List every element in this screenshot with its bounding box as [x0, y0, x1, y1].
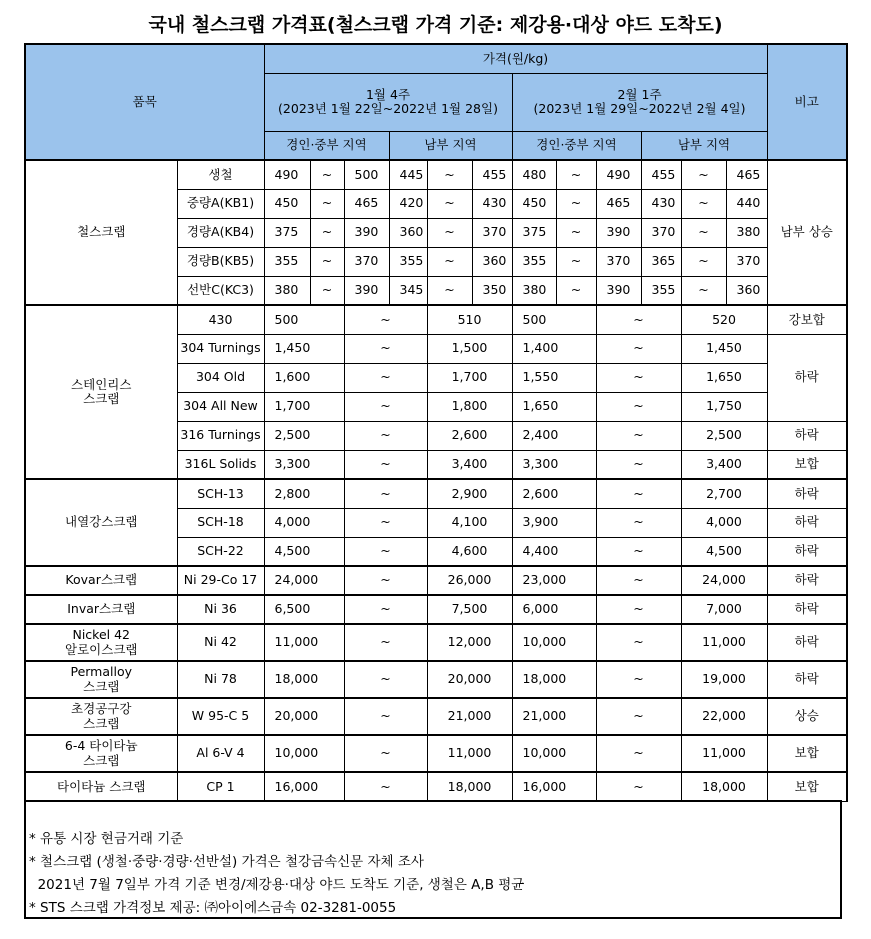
- tilde-cell: ~: [596, 772, 681, 801]
- table-row: [25, 698, 847, 735]
- price-cell: 4,500: [681, 537, 767, 566]
- footnote: * STS 스크랩 가격정보 제공: ㈜아이에스금속 02-3281-0055: [29, 899, 397, 916]
- price-cell: 1,500: [427, 334, 512, 363]
- tilde-cell: ~: [596, 537, 681, 566]
- tilde-cell: ~: [681, 160, 726, 189]
- price-cell: 455: [472, 160, 512, 189]
- price-cell: 18,000: [264, 661, 344, 698]
- price-cell: 19,000: [681, 661, 767, 698]
- price-cell: 345: [389, 276, 427, 305]
- tilde-cell: ~: [344, 421, 427, 450]
- price-cell: 1,600: [264, 363, 344, 392]
- tilde-cell: ~: [596, 421, 681, 450]
- header-week2-title: 2월 1주: [617, 86, 662, 102]
- tilde-cell: ~: [556, 189, 596, 218]
- note-cell-304: 하락: [767, 334, 847, 421]
- price-cell: 1,400: [512, 334, 596, 363]
- tilde-cell: ~: [427, 276, 472, 305]
- item-cell: Invar스크랩: [25, 595, 177, 624]
- price-cell: 4,400: [512, 537, 596, 566]
- price-cell: 350: [472, 276, 512, 305]
- price-cell: 4,100: [427, 508, 512, 537]
- tilde-cell: ~: [681, 247, 726, 276]
- tilde-cell: ~: [596, 450, 681, 479]
- price-cell: 1,650: [681, 363, 767, 392]
- tilde-cell: ~: [344, 624, 427, 661]
- note-cell: 하락: [767, 421, 847, 450]
- header-week1: [264, 73, 512, 131]
- tilde-cell: ~: [556, 160, 596, 189]
- price-cell: 490: [596, 160, 641, 189]
- group-label-iron: 철스크랩: [25, 160, 177, 305]
- tilde-cell: ~: [310, 276, 344, 305]
- grade-cell: 304 Old: [177, 363, 264, 392]
- price-cell: 465: [344, 189, 389, 218]
- group-label-heat: 내열강스크랩: [25, 479, 177, 566]
- price-cell: 2,500: [264, 421, 344, 450]
- price-cell: 12,000: [427, 624, 512, 661]
- price-cell: 1,650: [512, 392, 596, 421]
- tilde-cell: ~: [310, 247, 344, 276]
- price-cell: 1,700: [427, 363, 512, 392]
- price-cell: 24,000: [264, 566, 344, 595]
- grade-cell: 선반C(KC3): [177, 276, 264, 305]
- price-cell: 20,000: [427, 661, 512, 698]
- price-cell: 7,000: [681, 595, 767, 624]
- price-cell: 1,550: [512, 363, 596, 392]
- price-cell: 6,000: [512, 595, 596, 624]
- tilde-cell: ~: [681, 189, 726, 218]
- note-cell: 하락: [767, 624, 847, 661]
- grade-cell: 생철: [177, 160, 264, 189]
- price-cell: 10,000: [512, 624, 596, 661]
- price-cell: 23,000: [512, 566, 596, 595]
- header-w1-region-a: 경인·중부 지역: [264, 131, 389, 160]
- price-cell: 500: [344, 160, 389, 189]
- item-line2: 스크랩: [83, 678, 120, 694]
- tilde-cell: ~: [310, 160, 344, 189]
- note-cell: 하락: [767, 479, 847, 508]
- price-cell: 2,500: [681, 421, 767, 450]
- price-cell: 355: [641, 276, 681, 305]
- price-cell: 3,400: [427, 450, 512, 479]
- tilde-cell: ~: [427, 189, 472, 218]
- tilde-cell: ~: [556, 247, 596, 276]
- note-cell: 보합: [767, 772, 847, 801]
- header-week1-range: (2023년 1월 22일~2022년 1월 28일): [278, 101, 498, 116]
- price-cell: 11,000: [264, 624, 344, 661]
- table-row: [25, 735, 847, 772]
- grade-cell: 304 Turnings: [177, 334, 264, 363]
- price-cell: 21,000: [427, 698, 512, 735]
- tilde-cell: ~: [596, 363, 681, 392]
- header-w2-region-a: 경인·중부 지역: [512, 131, 641, 160]
- tilde-cell: ~: [596, 624, 681, 661]
- price-cell: 370: [596, 247, 641, 276]
- price-cell: 465: [726, 160, 767, 189]
- note-cell: 하락: [767, 566, 847, 595]
- grade-cell: Al 6-V 4: [177, 735, 264, 772]
- tilde-cell: ~: [427, 247, 472, 276]
- price-cell: 2,600: [512, 479, 596, 508]
- tilde-cell: ~: [310, 218, 344, 247]
- grade-cell: Ni 42: [177, 624, 264, 661]
- grade-cell: SCH-22: [177, 537, 264, 566]
- tilde-cell: ~: [344, 661, 427, 698]
- grade-cell: SCH-13: [177, 479, 264, 508]
- price-cell: 520: [681, 305, 767, 334]
- note-cell: 하락: [767, 537, 847, 566]
- tilde-cell: ~: [596, 305, 681, 334]
- tilde-cell: ~: [344, 508, 427, 537]
- price-cell: 455: [641, 160, 681, 189]
- price-cell: 390: [596, 276, 641, 305]
- header-w2-region-b: 남부 지역: [641, 131, 767, 160]
- item-cell: [25, 735, 177, 772]
- tilde-cell: ~: [344, 392, 427, 421]
- tilde-cell: ~: [344, 363, 427, 392]
- price-cell: 1,450: [681, 334, 767, 363]
- grade-cell: 경량B(KB5): [177, 247, 264, 276]
- table-row: [25, 595, 847, 624]
- price-cell: 6,500: [264, 595, 344, 624]
- tilde-cell: ~: [344, 698, 427, 735]
- tilde-cell: ~: [596, 698, 681, 735]
- price-cell: 3,400: [681, 450, 767, 479]
- price-cell: 510: [427, 305, 512, 334]
- price-cell: 7,500: [427, 595, 512, 624]
- item-line2: 알로이스크랩: [65, 641, 138, 657]
- group-label-stainless-line2: 스크랩: [83, 391, 120, 406]
- price-cell: 18,000: [681, 772, 767, 801]
- header-week2-range: (2023년 1월 29일~2022년 2월 4일): [533, 101, 746, 116]
- note-cell: 상승: [767, 698, 847, 735]
- price-cell: 370: [726, 247, 767, 276]
- price-cell: 500: [264, 305, 344, 334]
- price-cell: 360: [389, 218, 427, 247]
- price-cell: 480: [512, 160, 556, 189]
- footnote: * 유통 시장 현금거래 기준: [29, 830, 184, 847]
- price-cell: 370: [472, 218, 512, 247]
- price-cell: 380: [264, 276, 310, 305]
- price-cell: 4,600: [427, 537, 512, 566]
- table-row: [25, 160, 847, 189]
- grade-cell: 중량A(KB1): [177, 189, 264, 218]
- price-cell: 500: [512, 305, 596, 334]
- price-cell: 380: [512, 276, 556, 305]
- price-cell: 375: [512, 218, 556, 247]
- table-row: [25, 661, 847, 698]
- grade-cell: 316L Solids: [177, 450, 264, 479]
- price-cell: 21,000: [512, 698, 596, 735]
- item-line1: Permalloy: [70, 664, 133, 680]
- grade-cell: 경량A(KB4): [177, 218, 264, 247]
- grade-cell: Ni 36: [177, 595, 264, 624]
- tilde-cell: ~: [344, 334, 427, 363]
- price-cell: 390: [344, 218, 389, 247]
- item-cell: [25, 661, 177, 698]
- tilde-cell: ~: [344, 305, 427, 334]
- grade-cell: W 95-C 5: [177, 698, 264, 735]
- header-week1-title: 1월 4주: [365, 86, 411, 102]
- price-cell: 450: [264, 189, 310, 218]
- tilde-cell: ~: [596, 392, 681, 421]
- item-cell: [25, 624, 177, 661]
- price-cell: 1,700: [264, 392, 344, 421]
- tilde-cell: ~: [344, 595, 427, 624]
- price-cell: 355: [264, 247, 310, 276]
- price-cell: 370: [344, 247, 389, 276]
- item-line2: 스크랩: [83, 715, 120, 731]
- tilde-cell: ~: [681, 218, 726, 247]
- price-cell: 2,800: [264, 479, 344, 508]
- header-note: 비고: [767, 44, 847, 160]
- note-cell-iron: 남부 상승: [767, 160, 847, 305]
- table-row: [25, 566, 847, 595]
- grade-cell: Ni 29-Co 17: [177, 566, 264, 595]
- price-cell: 365: [641, 247, 681, 276]
- price-cell: 16,000: [512, 772, 596, 801]
- price-cell: 360: [472, 247, 512, 276]
- item-cell: 타이타늄 스크랩: [25, 772, 177, 801]
- header-item: 품목: [25, 44, 264, 160]
- price-cell: 430: [472, 189, 512, 218]
- grade-cell: 316 Turnings: [177, 421, 264, 450]
- price-cell: 4,000: [264, 508, 344, 537]
- tilde-cell: ~: [596, 508, 681, 537]
- note-cell: 하락: [767, 508, 847, 537]
- item-cell: [25, 698, 177, 735]
- header-price-unit: 가격(원/kg): [264, 44, 767, 73]
- tilde-cell: ~: [310, 189, 344, 218]
- item-line1: 6-4 타이타늄: [64, 738, 138, 754]
- price-cell: 3,900: [512, 508, 596, 537]
- price-cell: 465: [596, 189, 641, 218]
- price-cell: 2,900: [427, 479, 512, 508]
- item-line1: 초경공구강: [71, 701, 132, 717]
- tilde-cell: ~: [427, 218, 472, 247]
- tilde-cell: ~: [596, 735, 681, 772]
- table-row: [25, 479, 847, 508]
- price-sheet: [24, 43, 845, 921]
- item-line1: Nickel 42: [72, 627, 131, 643]
- price-cell: 1,450: [264, 334, 344, 363]
- grade-cell: SCH-18: [177, 508, 264, 537]
- grade-cell: CP 1: [177, 772, 264, 801]
- table-row: [25, 772, 847, 801]
- tilde-cell: ~: [596, 595, 681, 624]
- item-cell: Kovar스크랩: [25, 566, 177, 595]
- note-cell: 보합: [767, 735, 847, 772]
- item-line2: 스크랩: [83, 752, 120, 768]
- tilde-cell: ~: [344, 537, 427, 566]
- price-cell: 445: [389, 160, 427, 189]
- price-cell: 440: [726, 189, 767, 218]
- price-cell: 1,750: [681, 392, 767, 421]
- price-cell: 430: [641, 189, 681, 218]
- price-cell: 370: [641, 218, 681, 247]
- price-cell: 380: [726, 218, 767, 247]
- price-cell: 16,000: [264, 772, 344, 801]
- tilde-cell: ~: [344, 566, 427, 595]
- tilde-cell: ~: [344, 772, 427, 801]
- price-cell: 18,000: [512, 661, 596, 698]
- price-cell: 24,000: [681, 566, 767, 595]
- grade-cell: 430: [177, 305, 264, 334]
- note-cell: 강보합: [767, 305, 847, 334]
- price-cell: 2,400: [512, 421, 596, 450]
- price-cell: 490: [264, 160, 310, 189]
- tilde-cell: ~: [556, 276, 596, 305]
- price-cell: 10,000: [264, 735, 344, 772]
- tilde-cell: ~: [596, 334, 681, 363]
- grade-cell: 304 All New: [177, 392, 264, 421]
- note-cell: 보합: [767, 450, 847, 479]
- price-cell: 355: [389, 247, 427, 276]
- tilde-cell: ~: [596, 661, 681, 698]
- group-label-stainless-line1: 스테인리스: [71, 376, 132, 392]
- footnote: * 철스크랩 (생철·중량·경량·선반설) 가격은 철강금속신문 자체 조사: [29, 853, 424, 870]
- tilde-cell: ~: [344, 479, 427, 508]
- tilde-cell: ~: [344, 450, 427, 479]
- group-label-stainless: [25, 305, 177, 479]
- price-cell: 2,600: [427, 421, 512, 450]
- tilde-cell: ~: [556, 218, 596, 247]
- table-row: [25, 624, 847, 661]
- note-cell: 하락: [767, 661, 847, 698]
- price-cell: 11,000: [681, 735, 767, 772]
- price-cell: 375: [264, 218, 310, 247]
- tilde-cell: ~: [681, 276, 726, 305]
- price-cell: 4,000: [681, 508, 767, 537]
- price-cell: 11,000: [427, 735, 512, 772]
- price-table: [24, 43, 848, 802]
- price-cell: 360: [726, 276, 767, 305]
- price-cell: 20,000: [264, 698, 344, 735]
- tilde-cell: ~: [344, 735, 427, 772]
- price-cell: 355: [512, 247, 556, 276]
- header-w1-region-b: 남부 지역: [389, 131, 512, 160]
- price-cell: 22,000: [681, 698, 767, 735]
- note-cell: 하락: [767, 595, 847, 624]
- price-cell: 2,700: [681, 479, 767, 508]
- price-cell: 420: [389, 189, 427, 218]
- price-cell: 3,300: [512, 450, 596, 479]
- grade-cell: Ni 78: [177, 661, 264, 698]
- tilde-cell: ~: [596, 479, 681, 508]
- footnotes: [24, 800, 842, 919]
- price-cell: 3,300: [264, 450, 344, 479]
- price-cell: 450: [512, 189, 556, 218]
- price-cell: 1,800: [427, 392, 512, 421]
- price-cell: 4,500: [264, 537, 344, 566]
- price-cell: 390: [344, 276, 389, 305]
- tilde-cell: ~: [596, 566, 681, 595]
- header-week2: [512, 73, 767, 131]
- page-title: 국내 철스크랩 가격표(철스크랩 가격 기준: 제강용·대상 야드 도착도): [148, 14, 723, 36]
- price-cell: 11,000: [681, 624, 767, 661]
- footnote: 2021년 7월 7일부 가격 기준 변경/제강용·대상 야드 도착도 기준, 생철은 A,B 평균: [29, 876, 525, 893]
- price-cell: 18,000: [427, 772, 512, 801]
- table-row: [25, 305, 847, 334]
- tilde-cell: ~: [427, 160, 472, 189]
- price-cell: 26,000: [427, 566, 512, 595]
- price-cell: 390: [596, 218, 641, 247]
- price-cell: 10,000: [512, 735, 596, 772]
